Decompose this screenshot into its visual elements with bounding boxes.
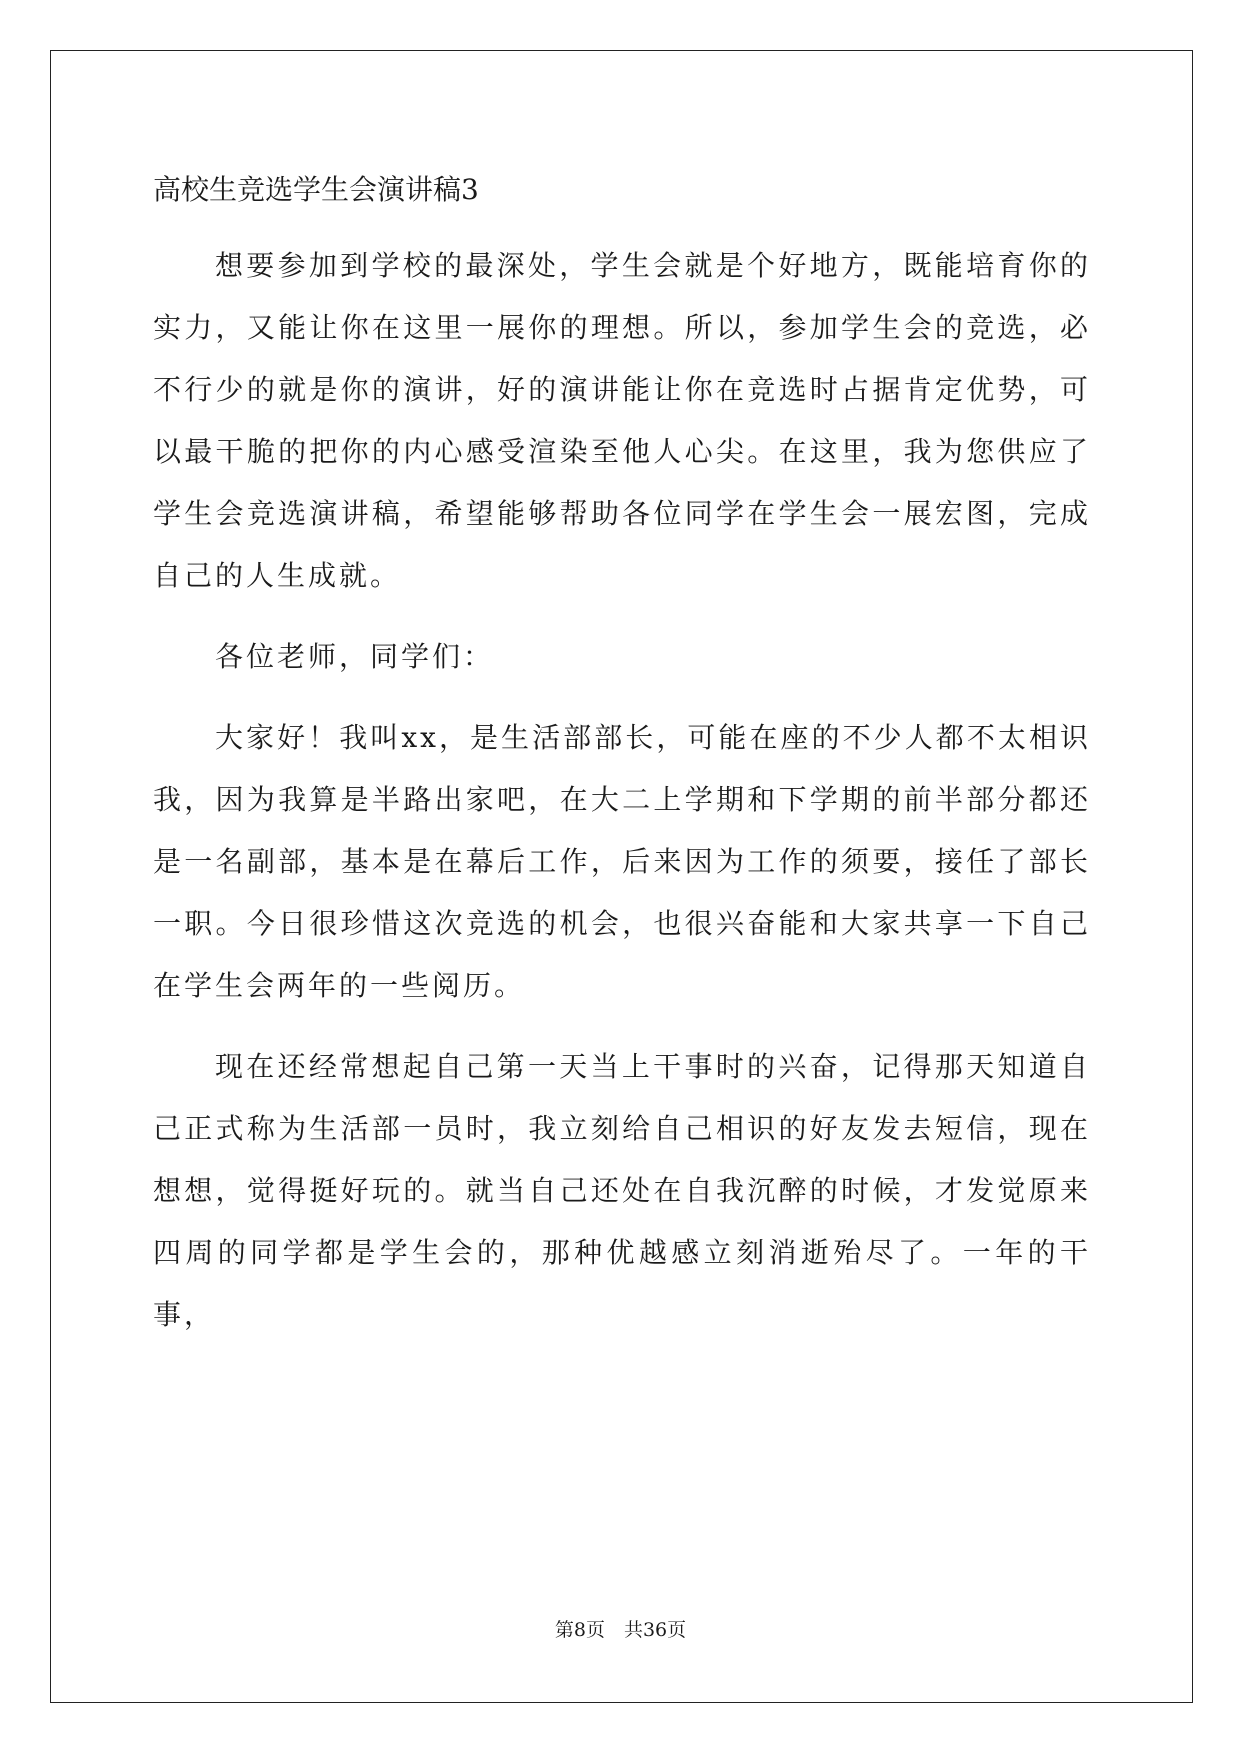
paragraph-memory: 现在还经常想起自己第一天当上干事时的兴奋，记得那天知道自己正式称为生活部一员时，我立刻给自己相识的好友发去短信，现在想想，觉得挺好玩的。就当自己还处在自我沉醉的时候，才发觉原来四周的同学都是学生会的，那种优越感立刻消逝殆尽了。一年的干事， — [153, 1050, 1091, 1331]
document-body — [153, 235, 1091, 1365]
paragraph-intro: 想要参加到学校的最深处，学生会就是个好地方，既能培育你的实力，又能让你在这里一展你的理想。所以，参加学生会的竞选，必不行少的就是你的演讲，好的演讲能让你在竞选时占据肯定优势，可以最干脆的把你的内心感受渲染至他人心尖。在这里，我为您供应了学生会竞选演讲稿，希望能够帮助各位同学在学生会一展宏图，完成自己的人生成就。 — [153, 249, 1091, 592]
paragraph-greeting: 大家好！我叫xx，是生活部部长，可能在座的不少人都不太相识我，因为我算是半路出家吧，在大二上学期和下学期的前半部分都还是一名副部，基本是在幕后工作，后来因为工作的须要，接任了部长一职。今日很珍惜这次竞选的机会，也很兴奋能和大家共享一下自己在学生会两年的一些阅历。 — [153, 721, 1091, 1002]
paragraph-salutation: 各位老师，同学们： — [215, 640, 495, 673]
page-number-footer: 第8页 共36页 — [554, 1619, 687, 1641]
document-title: 高校生竞选学生会演讲稿3 — [153, 173, 479, 206]
